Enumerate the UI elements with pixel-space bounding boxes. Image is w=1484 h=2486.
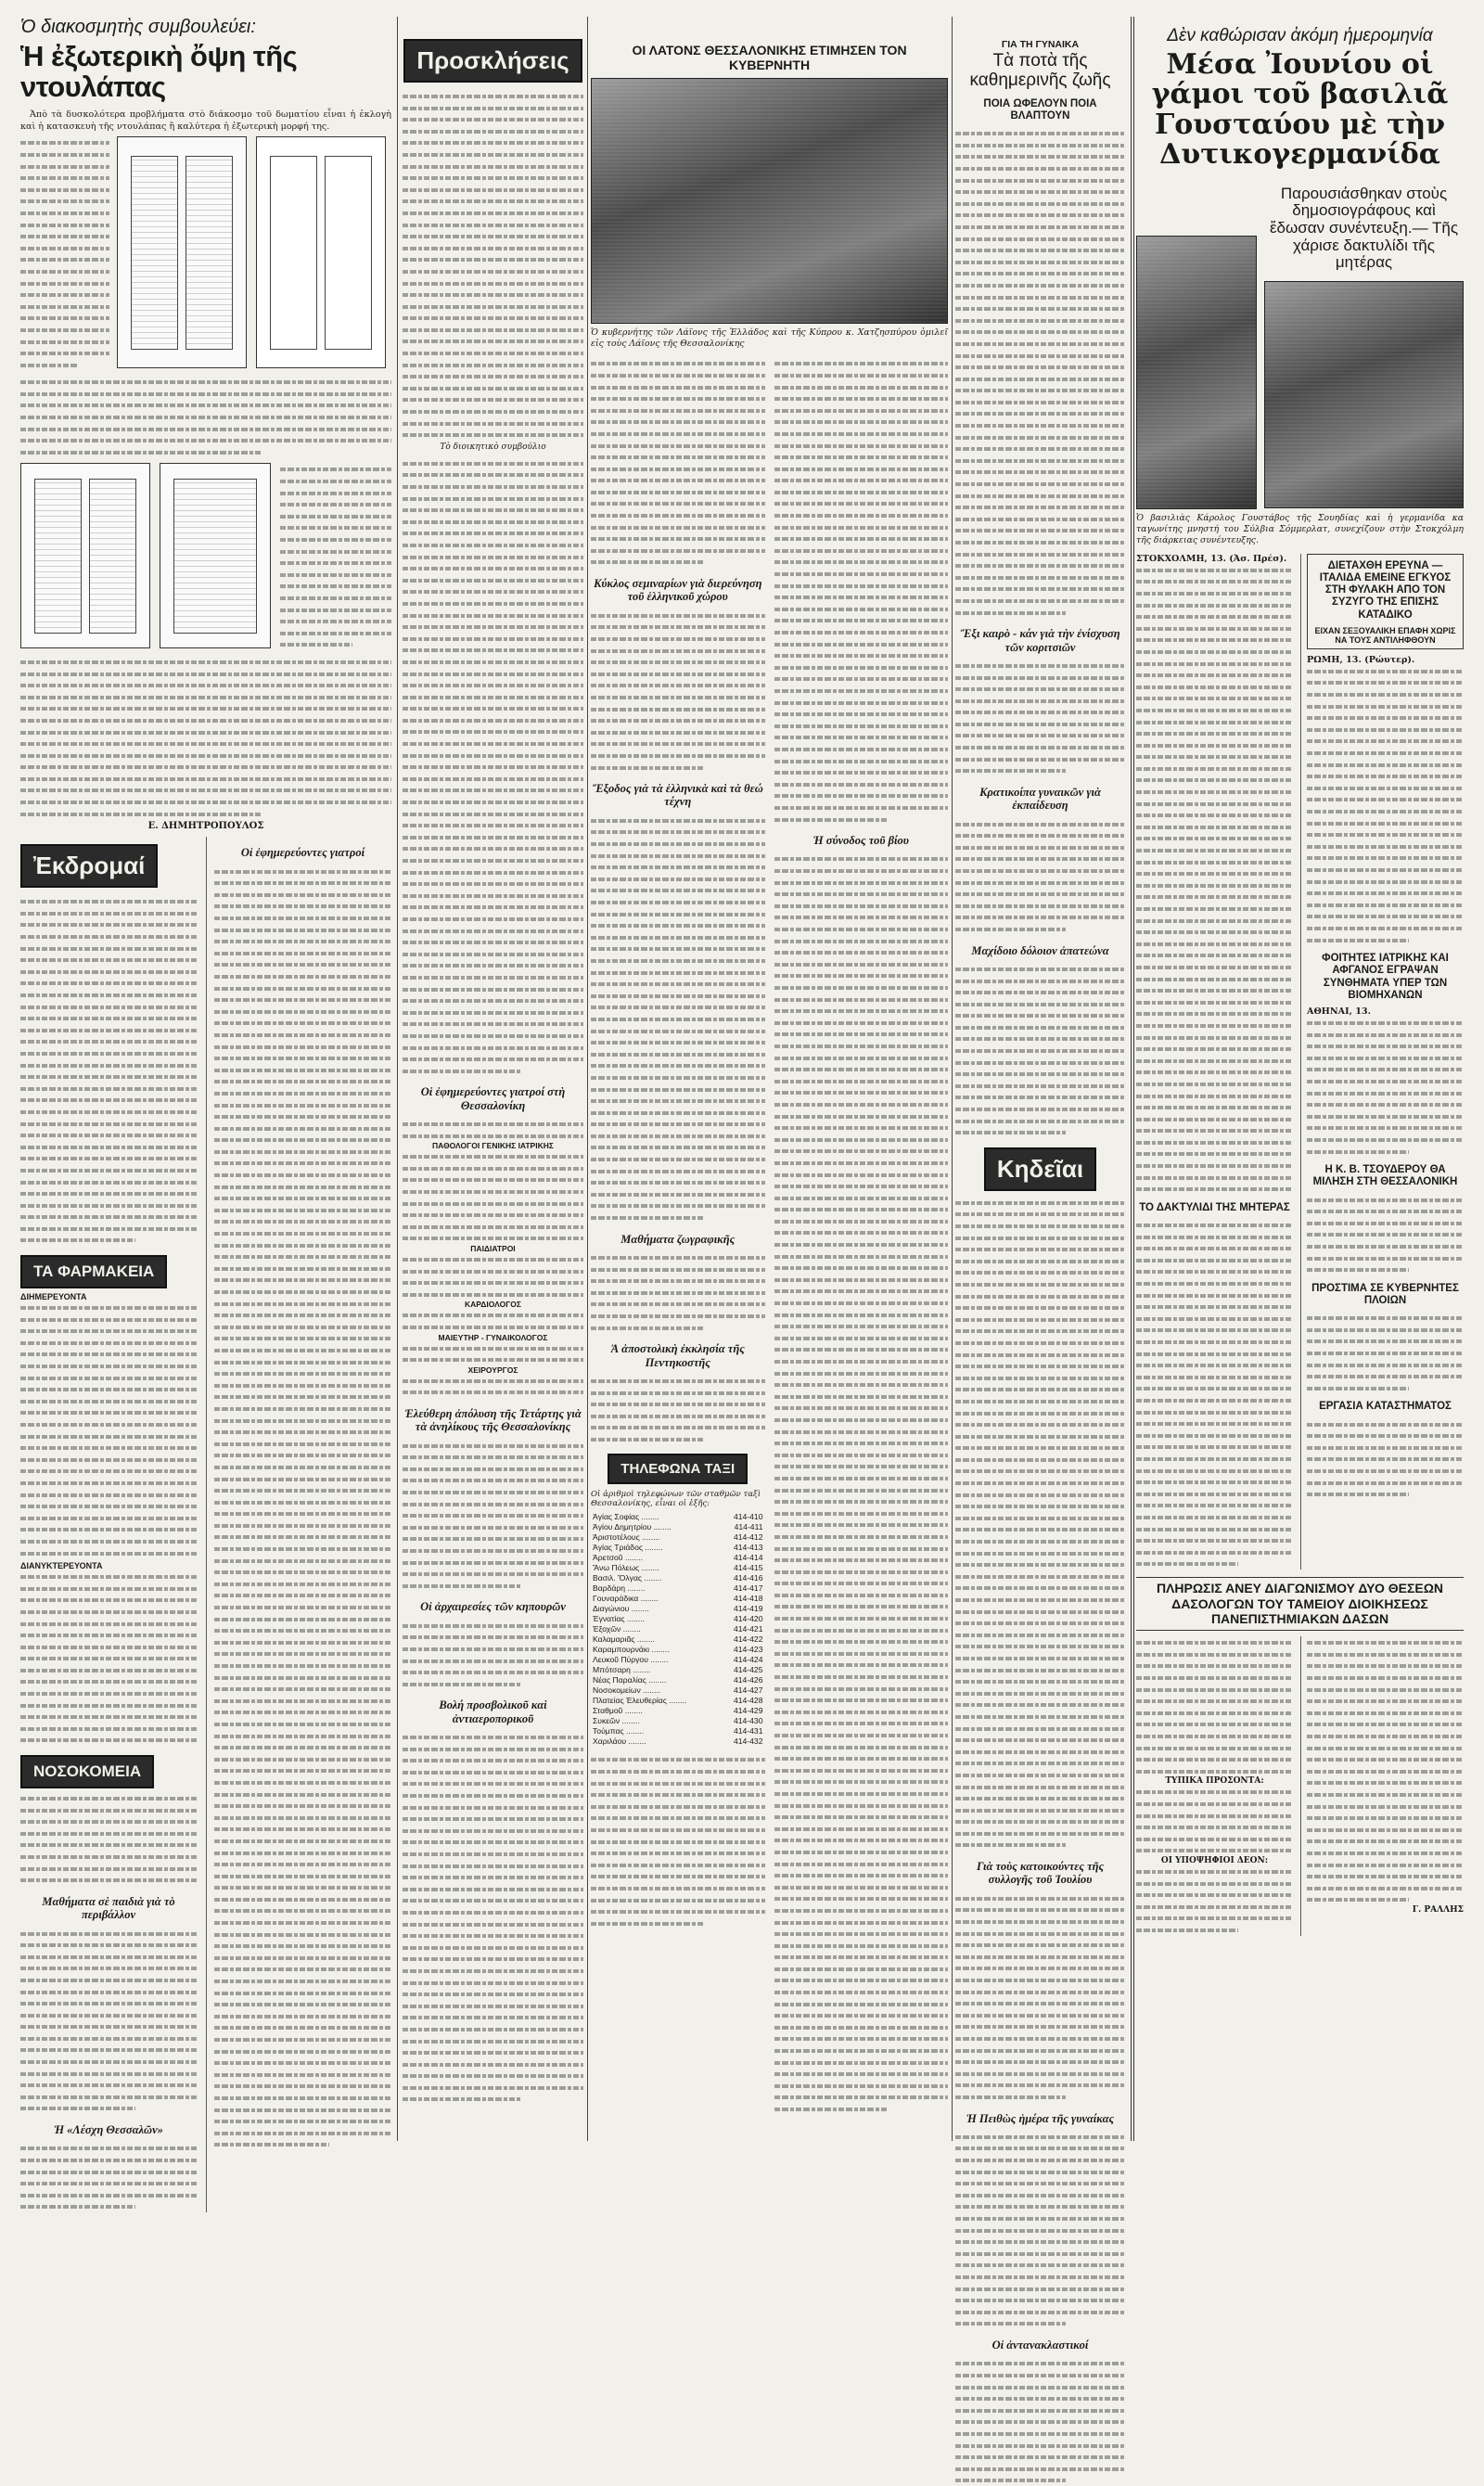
photo-caption: Ὁ κυβερνήτης τῶν Λάϊονς τῆς Ἑλλάδος καὶ τῆς Κύπρου κ. Χατζησπύρου ὁμιλεῖ εἰς τοὺς Λάϊονς τῆς Θεσσαλονίκης: [591, 327, 948, 350]
column-rule: [397, 17, 398, 2141]
taxi-row: [591, 1511, 765, 1521]
dateline: ΣΤΟΚΧΟΛΜΗ, 13. (Ἀσ. Πρέσ).: [1136, 553, 1287, 564]
wardrobe-illustration-4: [160, 463, 271, 648]
section-label: ΠΑΙΔΙΑΤΡΟΙ: [470, 1243, 516, 1253]
taxi-station-name: Συκεῶν ........: [593, 1715, 640, 1725]
article-subhead: ΠΟΙΑ ΩΦΕΛΟΥΝ ΠΟΙΑ ΒΛΑΠΤΟΥΝ: [983, 97, 1097, 122]
taxi-phone-number: 414-426: [733, 1674, 763, 1685]
subhead-doctors: Οἱ ἐφημερεύοντες γιατροί: [240, 846, 365, 860]
section-banner-funerals: Κηδεῖαι: [984, 1147, 1096, 1191]
article-kicker-wedding: Δὲν καθώρισαν ἀκόμη ἡμερομηνία: [1167, 26, 1433, 45]
taxi-station-name: Καλαμαριᾶς ........: [593, 1634, 656, 1644]
taxi-station-name: Ἐξοχῶν ........: [593, 1623, 641, 1634]
taxi-row: [591, 1664, 765, 1674]
subhead-woman-day: Ἡ Πειθὼς ἡμέρα τῆς γυναίκας: [966, 2111, 1115, 2125]
taxi-station-name: Ἀριστοτέλους ........: [593, 1531, 660, 1542]
dateline: ΑΘΗΝΑΙ, 13.: [1307, 1006, 1371, 1018]
subhead-mathimata: Μαθήματα ζωγραφικῆς: [620, 1232, 736, 1246]
taxi-row: [591, 1593, 765, 1603]
article-signature: Ε. ΔΗΜΗΤΡΟΠΟΥΛΟΣ: [147, 821, 264, 832]
taxi-row: [591, 1552, 765, 1562]
section-label: ΚΑΡΔΙΟΛΟΓΟΣ: [464, 1300, 522, 1310]
taxi-row: [591, 1521, 765, 1531]
article-headline-drinks: Τὰ ποτὰ τῆς καθημερινῆς ζωῆς: [969, 51, 1111, 90]
subhead-tsouderou: Η Κ. Β. ΤΣΟΥΔΕΡΟΥ ΘΑ ΜΙΛΗΣΗ ΣΤΗ ΘΕΣΣΑΛΟΝΙΚΗ: [1312, 1164, 1458, 1188]
taxi-phone-number: 414-425: [733, 1664, 763, 1674]
subhead-lesxi: Ἡ «Λέσχη Θεσσαλῶν»: [54, 2123, 163, 2137]
taxi-phone-number: 414-432: [733, 1736, 763, 1746]
taxi-phone-number: 414-430: [733, 1715, 763, 1725]
taxi-phone-number: 414-415: [733, 1562, 763, 1572]
taxi-phone-number: 414-413: [733, 1542, 763, 1552]
column-1: [20, 17, 391, 2141]
newspaper-page: [20, 17, 1464, 2351]
taxi-station-name: Ἄνω Πόλεως ........: [593, 1562, 659, 1572]
taxi-station-name: Βαρδάρη ........: [593, 1583, 646, 1593]
column-4: [955, 17, 1125, 2351]
taxi-row: [591, 1736, 765, 1746]
notice-signer: Γ. ΡΑΛΛΗΣ: [1412, 1904, 1464, 1915]
wardrobe-illustration-3: [20, 463, 150, 648]
article-headline-wedding: Μέσα Ἰουνίου οἱ γάμοι τοῦ βασιλιᾶ Γουσταύου μὲ τὴν Δυτικογερμανίδα: [1151, 48, 1449, 172]
taxi-station-name: Νοσοκομείων ........: [593, 1685, 661, 1695]
subhead-shop-work: ΕΡΓΑΣΙΑ ΚΑΤΑΣΤΗΜΑΤΟΣ: [1319, 1401, 1452, 1413]
taxi-phone-number: 414-414: [733, 1552, 763, 1562]
taxi-phone-number: 414-419: [733, 1603, 763, 1613]
column-3: [591, 17, 948, 2141]
taxi-row: [591, 1654, 765, 1664]
article-headline: Ἡ ἐξωτερικὴ ὄψη τῆς ντουλάπας: [20, 40, 298, 103]
subhead-ring: ΤΟ ΔΑΚΤΥΛΙΔΙ ΤΗΣ ΜΗΤΕΡΑΣ: [1139, 1201, 1290, 1213]
photo-caption-wedding: Ὁ βασιλιὰς Κάρολος Γουστάβος τῆς Σουηδίας καὶ ἡ γερμανίδα κα ταγωνίτης μνηστή του Σύλβια Σόμμερλατ, συνεχίζουν στὴν Στοκχόλμη τῆς διάρκειας συνέντευξης.: [1136, 512, 1464, 545]
subhead-elections: Οἱ ἀρχαιρεσίες τῶν κηπουρῶν: [420, 1600, 566, 1614]
notice-headline-forestry: ΠΛΗΡΩΣΙΣ ΑΝΕΥ ΔΙΑΓΩΝΙΣΜΟΥ ΔΥΟ ΘΕΣΕΩΝ ΔΑΣΟΛΟΓΩΝ ΤΟΥ ΤΑΜΕΙΟΥ ΔΙΟΙΚΗΣΕΩΣ ΠΑΝΕΠΙΣΤΗΜΙΑΚΩΝ ΔΑΣΩΝ: [1136, 1577, 1464, 1631]
taxi-station-name: Τούμπας ........: [593, 1725, 645, 1736]
wardrobe-illustration-1: [117, 136, 247, 368]
pharmacy-night-label: ΔΙΑΝΥΚΤΕΡΕΥΟΝΤΑ: [20, 1561, 103, 1571]
section-banner-hospitals: ΝΟΣΟΚΟΜΕΙΑ: [20, 1755, 154, 1788]
taxi-station-name: Γουναράδικα ........: [593, 1593, 659, 1603]
taxi-phone-number: 414-429: [733, 1705, 763, 1715]
subhead-exodos: Ἔξοδος γιὰ τὰ ἑλληνικὰ καὶ τὰ θεώ τέχνη: [592, 782, 763, 809]
subhead-shooting: Βολή προσβολικοῦ καὶ ἀντιαεροπορικοῦ: [439, 1698, 547, 1725]
photo-lions-meeting: [591, 78, 948, 324]
subhead-kan: Ἔξι καιρὸ - κάν γιὰ τὴν ἐνίσχυση τῶν κοριτσιῶν: [960, 627, 1120, 654]
taxi-station-name: Χαριλάου ........: [593, 1736, 646, 1746]
taxi-phone-number: 414-417: [733, 1583, 763, 1593]
subhead-seminars: Κύκλος σεμιναρίων γιὰ διερεύνηση τοῦ ἑλληνικοῦ χώρου: [594, 577, 762, 604]
section-banner-invitations: Προσκλήσεις: [403, 39, 582, 83]
taxi-station-name: Νέας Παραλίας ........: [593, 1674, 667, 1685]
taxi-row: [591, 1542, 765, 1552]
taxi-station-name: Ἀρετσοῦ ........: [593, 1552, 643, 1562]
taxi-phone-number: 414-423: [733, 1644, 763, 1654]
taxi-phone-number: 414-422: [733, 1634, 763, 1644]
section-banner-pharmacies: ΤΑ ΦΑΡΜΑΚΕΙΑ: [20, 1255, 167, 1288]
taxi-station-name: Ἀγίου Δημητρίου ........: [593, 1521, 672, 1531]
taxi-station-name: Σταθμοῦ ........: [593, 1705, 643, 1715]
section-banner-excursions: Ἐκδρομαί: [20, 844, 158, 888]
taxi-phone-number: 414-428: [733, 1695, 763, 1705]
taxi-row: [591, 1531, 765, 1542]
subhead-reflexes: Οἱ ἀντανακλαστικοί: [991, 2338, 1089, 2351]
taxi-phone-number: 414-418: [733, 1593, 763, 1603]
section-kicker: ΓΙΑ ΤΗ ΓΥΝΑΙΚΑ: [1001, 39, 1080, 50]
taxi-phone-number: 414-421: [733, 1623, 763, 1634]
subhead-fraud: Μαχίδοιο δόλοιον ἀπατεώνα: [971, 943, 1109, 957]
section-label: ΠΑΘΟΛΟΓΟΙ ΓΕΝΙΚΗΣ ΙΑΤΡΙΚΗΣ: [432, 1141, 554, 1151]
section-banner-taxi: ΤΗΛΕΦΩΝΑ ΤΑΞΙ: [608, 1454, 748, 1484]
taxi-row: [591, 1623, 765, 1634]
taxi-row: [591, 1715, 765, 1725]
taxi-row: [591, 1572, 765, 1583]
taxi-phone-number: 414-420: [733, 1613, 763, 1623]
column-rule: [952, 17, 953, 2141]
taxi-phone-number: 414-424: [733, 1654, 763, 1664]
wardrobe-illustration-2: [256, 136, 386, 368]
photo-couple-large: [1264, 281, 1464, 508]
pharmacy-day-label: ΔΙΗΜΕΡΕΥΟΝΤΑ: [20, 1292, 87, 1302]
taxi-row: [591, 1705, 765, 1715]
article-kicker: Ὁ διακοσμητὴς συμβουλεύει:: [20, 17, 256, 37]
section-label: ΜΑΙΕΥΤΗΡ - ΓΥΝΑΙΚΟΛΟΓΟΣ: [438, 1332, 548, 1342]
notice-signature: Τὸ διοικητικὸ συμβούλιο: [440, 442, 546, 452]
column-rule-double: [1131, 17, 1134, 2141]
subhead-scholarships: Κρατικοίπα γυναικῶν γιὰ ἐκπαίδευση: [979, 785, 1101, 813]
taxi-row: [591, 1644, 765, 1654]
boxed-news: [1307, 554, 1464, 649]
taxi-row: [591, 1685, 765, 1695]
article-deck-wedding: Παρουσιάσθηκαν στοὺς δημοσιογράφους καὶ ἔδωσαν συνέντευξη.— Τῆς χάρισε δακτυλίδι τῆς μητέρας: [1269, 184, 1459, 272]
dateline: ΡΩΜΗ, 13. (Ρώυτερ).: [1307, 654, 1415, 665]
column-rule: [587, 17, 588, 2141]
taxi-phone-number: 414-411: [734, 1521, 763, 1531]
photo-royal-couple: [1136, 236, 1257, 509]
subhead-release: Ἐλεύθερη ἀπόλυση τῆς Τετάρτης γιὰ τὰ ἀνηλίκους τῆς Θεσσαλονίκης: [404, 1406, 582, 1434]
notice-label: ΟΙ ΥΠΟΨΗΦΙΟΙ ΔΕΟΝ:: [1160, 1855, 1269, 1865]
subhead-residents: Γιὰ τοὺς κατοικούντες τῆς συλλογῆς τοῦ Ἰουλίου: [976, 1860, 1105, 1887]
subhead-doctors-thess: Οἱ ἐφημερεύοντες γιατροί στὴ Θεσσαλονίκη: [420, 1085, 566, 1112]
subhead-fines: ΠΡΟΣΤΙΜΑ ΣΕ ΚΥΒΕΡΝΗΤΕΣ ΠΛΟΙΩΝ: [1311, 1282, 1459, 1306]
article-intro: Ἀπὸ τὰ δυσκολότερα προβλήματα στὸ διάκοσμο τοῦ δωματίου εἶναι ἡ ἐκλογὴ καὶ ἡ κατασκευὴ τῆς ντουλάπας ἢ καλύτερα ἡ ἐξωτερικὴ μορφή της.: [20, 109, 391, 132]
subhead-students: ΦΟΙΤΗΤΕΣ ΙΑΤΡΙΚΗΣ ΚΑΙ ΑΦΓΑΝΟΣ ΕΓΡΑΨΑΝ ΣΥΝΘΗΜΑΤΑ ΥΠΕΡ ΤΩΝ ΒΙΟΜΗΧΑΝΩΝ: [1322, 953, 1449, 1001]
taxi-phone-number: 414-416: [733, 1572, 763, 1583]
taxi-phone-number: 414-410: [733, 1511, 763, 1521]
article-headline-lions: ΟΙ ΛΑΤΟΝΣ ΘΕΣΣΑΛΟΝΙΚΗΣ ΕΤΙΜΗΣΕΝ ΤΟΝ ΚΥΒΕΡΝΗΤΗ: [632, 43, 907, 73]
taxi-row: [591, 1725, 765, 1736]
taxi-intro: Οἱ ἀριθμοὶ τηλεφώνων τῶν σταθμῶν ταξὶ Θεσσαλονίκης, εἶναι οἱ ἑξῆς:: [591, 1490, 761, 1509]
taxi-station-name: Ἀγίας Σοφίας ........: [593, 1511, 659, 1521]
taxi-phone-number: 414-427: [733, 1685, 763, 1695]
taxi-phone-table: [591, 1511, 765, 1746]
taxi-station-name: Ἀγίας Τριάδος ........: [593, 1542, 663, 1552]
taxi-station-name: Πλατείας Ἐλευθερίας ........: [593, 1695, 687, 1705]
taxi-phone-number: 414-412: [733, 1531, 763, 1542]
taxi-station-name: Μπότσαρη ........: [593, 1664, 651, 1674]
taxi-row: [591, 1674, 765, 1685]
taxi-row: [591, 1603, 765, 1613]
subhead-church: Ἀ ἀποστολικὴ ἐκκλησία τῆς Πεντηκοστῆς: [610, 1342, 745, 1369]
taxi-row: [591, 1695, 765, 1705]
boxed-deck: ΕΙΧΑΝ ΣΕΞΟΥΑΛΙΚΗ ΕΠΑΦΗ ΧΩΡΙΣ ΝΑ ΤΟΥΣ ΑΝΤΙΛΗΦΘΟΥΝ: [1314, 625, 1456, 645]
section-label: ΧΕΙΡΟΥΡΓΟΣ: [467, 1365, 518, 1375]
taxi-row: [591, 1613, 765, 1623]
column-5: [1136, 17, 1464, 2141]
taxi-station-name: Ἐγνατίας ........: [593, 1613, 646, 1623]
taxi-station-name: Λευκοῦ Πύργου ........: [593, 1654, 669, 1664]
taxi-station-name: Καραμπουρνάκι ........: [593, 1644, 670, 1654]
column-2: [403, 17, 583, 2141]
taxi-phone-number: 414-431: [733, 1725, 763, 1736]
taxi-station-name: Διαγώνιου ........: [593, 1603, 649, 1613]
boxed-headline: ΔΙΕΤΑΧΘΗ ΕΡΕΥΝΑ — ΙΤΑΛΙΔΑ ΕΜΕΙΝΕ ΕΓΚΥΟΣ ΣΤΗ ΦΥΛΑΚΗ ΑΠΟ ΤΟΝ ΣΥΖΥΓΟ ΤΗΣ ΕΠΙΣΗΣ ΚΑΤΑΔΙΚΟ: [1319, 559, 1452, 621]
subhead-lessons: Μαθήματα σὲ παιδιὰ γιὰ τὸ περιβάλλον: [42, 1894, 175, 1922]
taxi-row: [591, 1562, 765, 1572]
taxi-row: [591, 1583, 765, 1593]
subhead-synodos: Ἡ σύνοδος τοῦ βίου: [812, 834, 909, 848]
notice-label: ΤΥΠΙΚΑ ΠΡΟΣΟΝΤΑ:: [1165, 1776, 1264, 1787]
taxi-row: [591, 1634, 765, 1644]
taxi-station-name: Βασιλ. Ὄλγας ........: [593, 1572, 662, 1583]
